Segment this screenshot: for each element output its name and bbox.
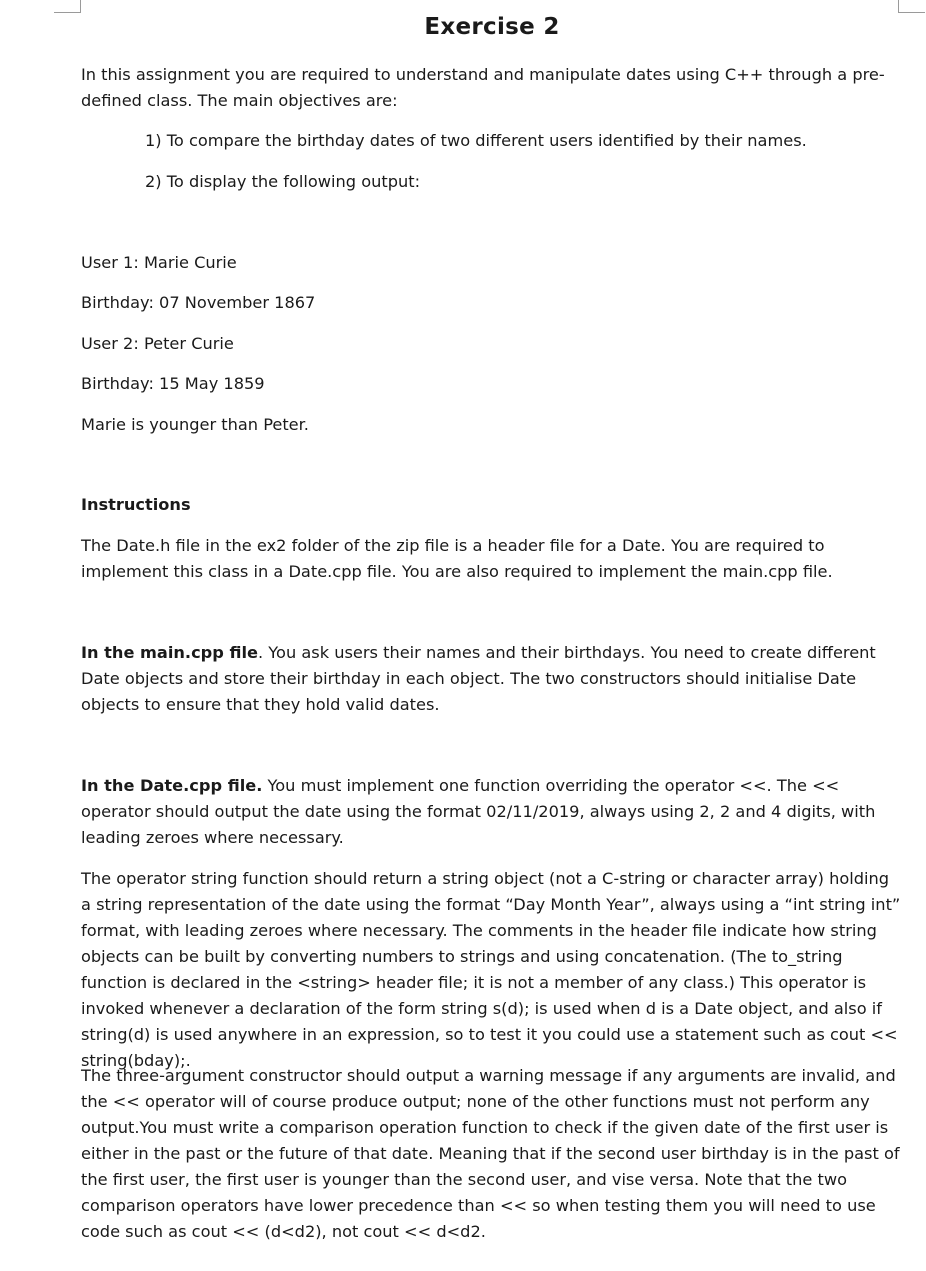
instructions-intro-paragraph: The Date.h file in the ex2 folder of the zip file is a header file for a Date. You are required to implement this class in a Date.cpp file. You are also required to implement the main.cpp file.: [81, 536, 833, 581]
crop-mark-top-left: [54, 0, 81, 13]
crop-mark-top-right: [898, 0, 925, 13]
date-cpp-text: You must implement one function overriding the operator <<. The << operator should output the date using the format 02/11/2019, always using 2, 2 and 4 digits, with leading zeroes where necessary.: [81, 776, 876, 847]
sample-output-line: Birthday: 07 November 1867: [81, 293, 316, 312]
sample-output-line: Marie is younger than Peter.: [81, 415, 309, 434]
main-cpp-paragraph: [81, 640, 903, 718]
intro-paragraph: In this assignment you are required to understand and manipulate dates using C++ through a pre-defined class. The main objectives are:: [81, 65, 885, 110]
main-cpp-text: . You ask users their names and their birthdays. You need to create different Date objects and store their birthday in each object. The two constructors should initialise Date objects to ensure that they hold valid dates.: [81, 643, 876, 714]
main-cpp-lead: In the main.cpp file: [81, 643, 259, 662]
date-cpp-lead: In the Date.cpp file.: [81, 776, 263, 795]
instructions-heading: Instructions: [81, 495, 191, 514]
page-title: Exercise 2: [424, 14, 560, 40]
objective-item: 1) To compare the birthday dates of two different users identified by their names.: [145, 131, 807, 150]
constructor-paragraph: The three-argument constructor should output a warning message if any arguments are invalid, and the << operator will of course produce output; none of the other functions must not perform any output.You must write a comparison operation function to check if the given date of the first user is either in the past or the future of that date. Meaning that if the second user birthday is in the past of the first user, the first user is younger than the second user, and vise versa. Note that the two comparison operators have lower precedence than << so when testing them you will need to use code such as cout << (d<d2), not cout << d<d2.: [81, 1066, 900, 1241]
objective-item: 2) To display the following output:: [145, 172, 421, 191]
date-cpp-paragraph: [81, 773, 903, 851]
operator-string-paragraph: The operator string function should return a string object (not a C-string or character array) holding a string representation of the date using the format “Day Month Year”, always using a “int string int” format, with leading zeroes where necessary. The comments in the header file indicate how string objects can be built by converting numbers to strings and using concatenation. (The to_string function is declared in the <string> header file; it is not a member of any class.) This operator is invoked whenever a declaration of the form string s(d); is used when d is a Date object, and also if string(d) is used anywhere in an expression, so to test it you could use a statement such as cout << string(bday);.: [81, 869, 901, 1070]
sample-output-line: User 2: Peter Curie: [81, 334, 234, 353]
sample-output-line: Birthday: 15 May 1859: [81, 374, 265, 393]
sample-output-line: User 1: Marie Curie: [81, 253, 237, 272]
